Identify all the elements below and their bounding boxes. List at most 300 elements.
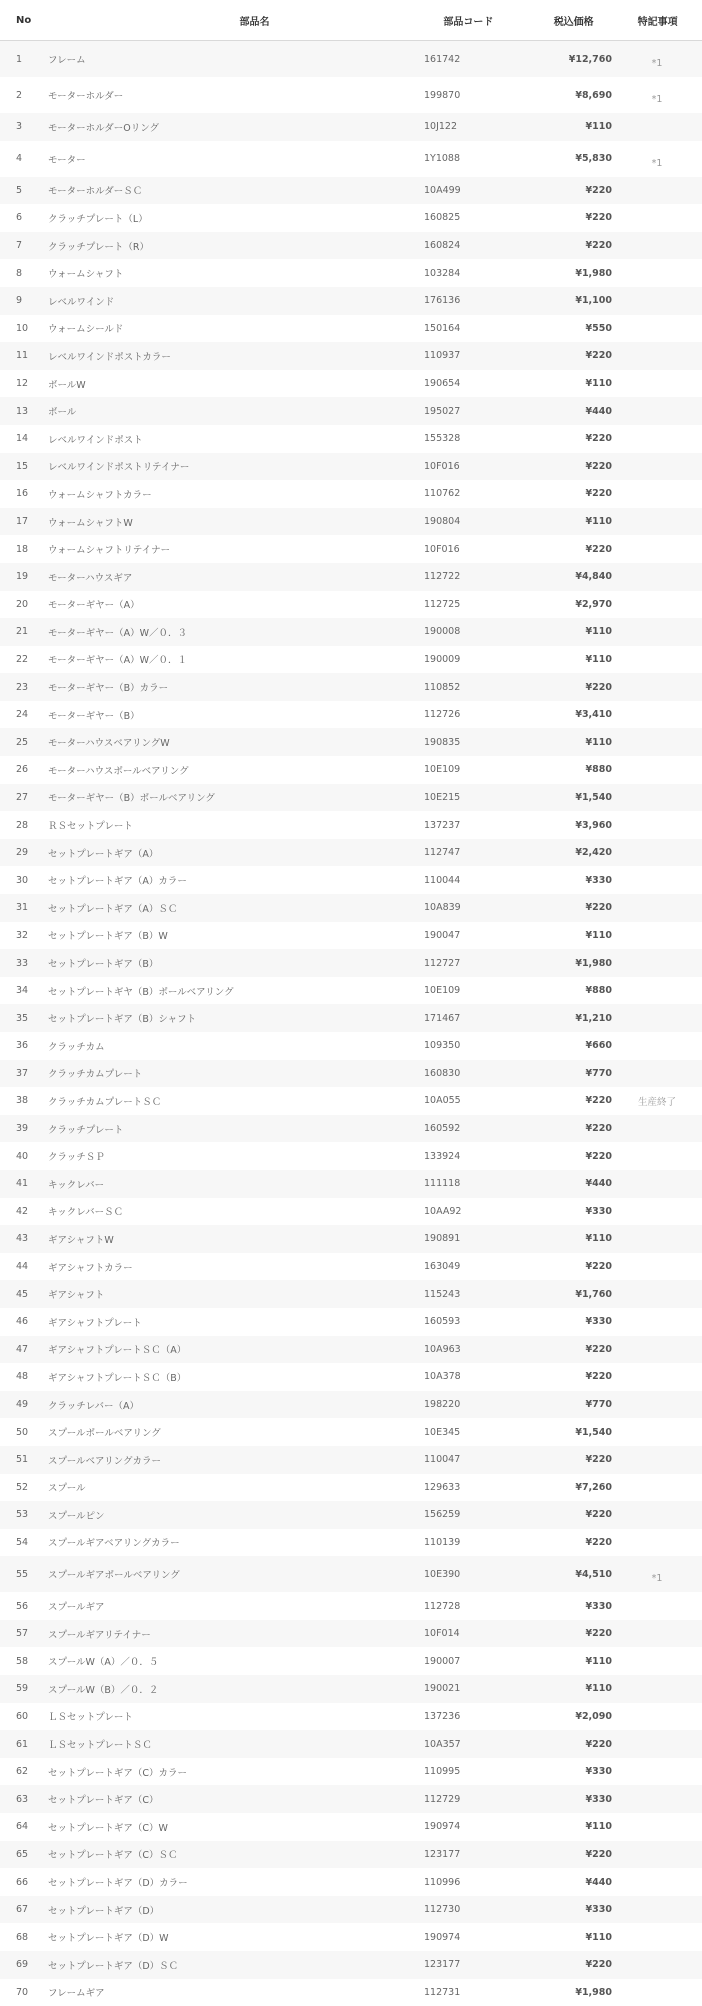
row-price: ¥4,510	[575, 1568, 612, 1580]
header-note: 特記事項	[637, 16, 678, 28]
row-price: ¥330	[585, 1793, 612, 1805]
row-part-name: クラッチプレート（L）	[48, 213, 148, 225]
row-no: 48	[16, 1371, 29, 1383]
row-part-name: モーターギヤー（B）カラー	[48, 683, 169, 695]
row-part-name: セットプレートギア（B）	[48, 959, 159, 971]
row-part-name: モーターホルダーＳＣ	[48, 186, 143, 198]
header-part-name: 部品名	[239, 16, 270, 28]
row-price: ¥1,210	[575, 1012, 612, 1024]
row-part-name: ウォームシャフトカラー	[48, 489, 152, 501]
row-part-name: スプールW（B）／０．２	[48, 1684, 159, 1696]
table-row	[0, 977, 702, 1005]
table-row	[0, 1647, 702, 1675]
row-no: 51	[16, 1454, 29, 1466]
table-row	[0, 204, 702, 232]
row-no: 31	[16, 902, 29, 914]
row-part-code: 171467	[424, 1012, 461, 1024]
row-no: 4	[16, 153, 23, 165]
table-row	[0, 756, 702, 784]
row-no: 25	[16, 736, 29, 748]
row-part-code: 199870	[424, 89, 461, 101]
row-price: ¥770	[585, 1399, 612, 1411]
table-row	[0, 259, 702, 287]
row-no: 45	[16, 1288, 29, 1300]
row-price: ¥1,980	[575, 267, 612, 279]
row-no: 12	[16, 378, 29, 390]
row-no: 9	[16, 295, 23, 307]
row-part-name: スプールギア	[48, 1602, 105, 1614]
row-no: 49	[16, 1399, 29, 1411]
table-row	[0, 784, 702, 812]
row-no: 28	[16, 819, 29, 831]
row-part-name: セットプレートギア（C）W	[48, 1822, 168, 1834]
row-part-name: ギアシャフトプレートＳＣ（A）	[48, 1345, 187, 1357]
row-part-name: セットプレートギア（D）	[48, 1905, 160, 1917]
row-part-name: モーターギヤー（B）ボールベアリング	[48, 793, 215, 805]
row-no: 1	[16, 53, 23, 65]
row-no: 20	[16, 598, 29, 610]
row-price: ¥2,420	[575, 847, 612, 859]
row-part-name: セットプレートギア（D）カラー	[48, 1878, 188, 1890]
row-part-name: ギアシャフトW	[48, 1234, 114, 1246]
row-part-code: 190835	[424, 736, 461, 748]
row-price: ¥550	[585, 322, 612, 334]
row-part-code: 10A357	[424, 1738, 461, 1750]
row-part-code: 115243	[424, 1288, 461, 1300]
table-row	[0, 618, 702, 646]
row-no: 57	[16, 1628, 29, 1640]
row-part-code: 190008	[424, 626, 461, 638]
row-no: 8	[16, 267, 23, 279]
row-part-name: スプールギアボールベアリング	[48, 1570, 180, 1582]
table-row	[0, 508, 702, 536]
row-price: ¥1,540	[575, 791, 612, 803]
row-part-code: 10J122	[424, 121, 458, 133]
table-row	[0, 866, 702, 894]
table-row	[0, 949, 702, 977]
table-row	[0, 1620, 702, 1648]
row-no: 70	[16, 1986, 29, 1998]
row-price: ¥220	[585, 1371, 612, 1383]
table-row	[0, 1979, 702, 2006]
table-row	[0, 1225, 702, 1253]
row-part-name: モーターホルダー	[48, 91, 124, 102]
table-row	[0, 673, 702, 701]
row-no: 27	[16, 791, 29, 803]
row-no: 43	[16, 1233, 29, 1245]
table-row	[0, 1087, 702, 1115]
row-price: ¥220	[585, 433, 612, 445]
row-part-code: 112731	[424, 1986, 461, 1998]
row-price: ¥220	[585, 240, 612, 252]
row-no: 56	[16, 1600, 29, 1612]
row-no: 32	[16, 929, 29, 941]
row-no: 17	[16, 516, 29, 528]
row-price: ¥1,980	[575, 1986, 612, 1998]
row-part-code: 112747	[424, 847, 461, 859]
table-row	[0, 287, 702, 315]
row-no: 40	[16, 1150, 29, 1162]
table-row	[0, 728, 702, 756]
row-part-name: モーターギヤー（B）	[48, 710, 140, 722]
row-part-code: 190047	[424, 929, 461, 941]
row-part-name: モーターギヤー（A）W／０．３	[48, 627, 188, 639]
row-part-code: 112725	[424, 598, 461, 610]
row-part-code: 10E109	[424, 985, 461, 997]
row-no: 3	[16, 121, 23, 133]
row-no: 69	[16, 1959, 29, 1971]
row-no: 54	[16, 1536, 29, 1548]
table-row	[0, 1363, 702, 1391]
table-row	[0, 1501, 702, 1529]
table-row	[0, 563, 702, 591]
row-part-code: 163049	[424, 1261, 461, 1273]
row-part-name: モーターハウスギア	[48, 572, 133, 584]
row-price: ¥440	[585, 1876, 612, 1888]
row-no: 66	[16, 1876, 29, 1888]
row-part-code: 190654	[424, 378, 461, 390]
row-no: 53	[16, 1509, 29, 1521]
row-part-code: 137237	[424, 819, 461, 831]
row-part-code: 176136	[424, 295, 461, 307]
row-no: 30	[16, 874, 29, 886]
row-price: ¥110	[585, 626, 612, 638]
table-row	[0, 1060, 702, 1088]
row-part-name: セットプレートギア（C）ＳＣ	[48, 1850, 178, 1862]
table-row	[0, 370, 702, 398]
row-part-code: 10A963	[424, 1343, 461, 1355]
row-price: ¥110	[585, 1821, 612, 1833]
row-price: ¥220	[585, 212, 612, 224]
row-price: ¥770	[585, 1067, 612, 1079]
row-part-name: ギアシャフトプレート	[48, 1317, 142, 1329]
row-no: 55	[16, 1568, 29, 1580]
row-part-code: 198220	[424, 1399, 461, 1411]
table-row	[0, 177, 702, 205]
row-no: 59	[16, 1683, 29, 1695]
table-row	[0, 480, 702, 508]
table-row	[0, 646, 702, 674]
row-part-name: フレームギア	[48, 1988, 105, 2000]
row-price: ¥330	[585, 1600, 612, 1612]
row-part-code: 10A499	[424, 184, 461, 196]
row-part-name: ギアシャフトプレートＳＣ（B）	[48, 1372, 187, 1384]
row-no: 68	[16, 1931, 29, 1943]
table-row	[0, 1703, 702, 1731]
row-price: ¥110	[585, 378, 612, 390]
row-part-code: 160825	[424, 212, 461, 224]
row-no: 15	[16, 460, 29, 472]
table-row	[0, 1923, 702, 1951]
row-price: ¥1,100	[575, 295, 612, 307]
row-no: 63	[16, 1793, 29, 1805]
row-price: ¥5,830	[575, 153, 612, 165]
row-part-code: 103284	[424, 267, 461, 279]
row-part-code: 110852	[424, 681, 461, 693]
row-price: ¥8,690	[575, 89, 612, 101]
row-no: 36	[16, 1040, 29, 1052]
row-part-code: 190974	[424, 1931, 461, 1943]
table-row	[0, 1730, 702, 1758]
row-part-code: 156259	[424, 1509, 461, 1521]
row-price: ¥110	[585, 653, 612, 665]
row-price: ¥1,760	[575, 1288, 612, 1300]
table-row	[0, 113, 702, 141]
row-price: ¥330	[585, 1904, 612, 1916]
row-part-code: 110937	[424, 350, 461, 362]
row-no: 13	[16, 405, 29, 417]
row-part-code: 112727	[424, 957, 461, 969]
row-part-name: ウォームシールド	[48, 324, 124, 336]
row-part-name: クラッチカムプレートＳＣ	[48, 1096, 162, 1108]
row-part-code: 112729	[424, 1793, 461, 1805]
row-price: ¥440	[585, 405, 612, 417]
table-row	[0, 1032, 702, 1060]
row-no: 47	[16, 1343, 29, 1355]
row-part-name: モーターギヤー（A）	[48, 600, 140, 612]
row-no: 46	[16, 1316, 29, 1328]
row-price: ¥220	[585, 1123, 612, 1135]
row-note: 生産終了	[637, 1096, 676, 1108]
table-row	[0, 701, 702, 729]
row-part-name: スプールW（A）／０．５	[48, 1657, 159, 1669]
row-part-name: レベルワインドポスト	[48, 434, 143, 446]
row-price: ¥12,760	[568, 53, 612, 65]
row-price: ¥220	[585, 543, 612, 555]
row-price: ¥3,410	[575, 709, 612, 721]
table-row	[0, 1556, 702, 1592]
row-part-code: 190974	[424, 1821, 461, 1833]
row-price: ¥220	[585, 350, 612, 362]
row-part-name: スプールピン	[48, 1510, 105, 1522]
row-no: 33	[16, 957, 29, 969]
row-part-code: 112728	[424, 1600, 461, 1612]
row-no: 2	[16, 89, 23, 101]
row-part-code: 190804	[424, 516, 461, 528]
row-no: 29	[16, 847, 29, 859]
row-part-name: セットプレートギア（C）	[48, 1795, 159, 1807]
table-row	[0, 1142, 702, 1170]
row-part-code: 110139	[424, 1536, 461, 1548]
row-no: 67	[16, 1904, 29, 1916]
row-part-name: キックレバー	[48, 1179, 105, 1191]
row-part-code: 150164	[424, 322, 461, 334]
row-part-code: 160824	[424, 240, 461, 252]
row-price: ¥220	[585, 1959, 612, 1971]
row-price: ¥2,090	[575, 1710, 612, 1722]
row-price: ¥2,970	[575, 598, 612, 610]
row-note: *1	[651, 58, 663, 69]
table-row	[0, 1758, 702, 1786]
row-no: 34	[16, 985, 29, 997]
row-part-name: モーター	[48, 154, 86, 166]
row-part-code: 10E345	[424, 1426, 461, 1438]
table-row	[0, 41, 702, 77]
row-price: ¥110	[585, 929, 612, 941]
table-row	[0, 1198, 702, 1226]
row-part-name: スプールボールベアリング	[48, 1428, 161, 1440]
row-price: ¥4,840	[575, 571, 612, 583]
row-part-code: 10F014	[424, 1628, 460, 1640]
header-no: No	[16, 14, 32, 26]
row-price: ¥220	[585, 488, 612, 500]
row-part-name: セットプレートギア（C）カラー	[48, 1767, 187, 1779]
row-part-name: スプールギアリテイナー	[48, 1629, 151, 1641]
row-note: *1	[651, 157, 663, 169]
row-note: *1	[651, 1573, 663, 1585]
row-part-code: 160592	[424, 1123, 461, 1135]
row-price: ¥220	[585, 1536, 612, 1548]
row-part-name: セットプレートギア（A）	[48, 848, 159, 860]
row-part-code: 161742	[424, 53, 461, 65]
row-no: 61	[16, 1738, 29, 1750]
row-no: 23	[16, 681, 29, 693]
row-part-code: 110047	[424, 1454, 461, 1466]
row-price: ¥110	[585, 1233, 612, 1245]
row-no: 39	[16, 1123, 29, 1135]
row-price: ¥880	[585, 764, 612, 776]
row-part-code: 110762	[424, 488, 461, 500]
row-part-name: クラッチレバー（A）	[48, 1400, 139, 1412]
table-row	[0, 1308, 702, 1336]
row-price: ¥7,260	[575, 1481, 612, 1493]
row-part-code: 10A839	[424, 902, 461, 914]
row-part-name: セットプレートギア（D）ＳＣ	[48, 1960, 179, 1972]
row-no: 21	[16, 626, 29, 638]
row-price: ¥660	[585, 1040, 612, 1052]
row-part-code: 1Y1088	[424, 153, 461, 165]
row-price: ¥220	[585, 1628, 612, 1640]
row-price: ¥110	[585, 736, 612, 748]
row-price: ¥220	[585, 681, 612, 693]
row-part-code: 129633	[424, 1481, 461, 1493]
row-part-name: クラッチＳＰ	[48, 1152, 105, 1164]
row-part-name: クラッチカムプレート	[48, 1069, 143, 1081]
row-price: ¥330	[585, 874, 612, 886]
row-no: 16	[16, 488, 29, 500]
table-row	[0, 894, 702, 922]
row-price: ¥220	[585, 1261, 612, 1273]
row-price: ¥220	[585, 1095, 612, 1107]
row-no: 52	[16, 1481, 29, 1493]
row-no: 35	[16, 1012, 29, 1024]
row-part-code: 190007	[424, 1655, 461, 1667]
row-part-name: セットプレートギア（B）シャフト	[48, 1014, 197, 1026]
row-part-code: 10A378	[424, 1371, 461, 1383]
header-price: 税込価格	[553, 16, 594, 28]
row-part-code: 109350	[424, 1040, 461, 1052]
table-row	[0, 1896, 702, 1924]
row-price: ¥220	[585, 1509, 612, 1521]
row-price: ¥220	[585, 1454, 612, 1466]
row-part-code: 112722	[424, 571, 461, 583]
table-row	[0, 1253, 702, 1281]
table-row	[0, 77, 702, 113]
row-part-code: 111118	[424, 1178, 461, 1190]
row-part-name: クラッチプレート	[48, 1124, 124, 1136]
row-price: ¥330	[585, 1205, 612, 1217]
table-row	[0, 1675, 702, 1703]
table-row	[0, 1418, 702, 1446]
row-no: 65	[16, 1848, 29, 1860]
row-no: 18	[16, 543, 29, 555]
row-part-code: 133924	[424, 1150, 461, 1162]
row-price: ¥110	[585, 516, 612, 528]
row-part-code: 190021	[424, 1683, 461, 1695]
table-row	[0, 1170, 702, 1198]
row-part-code: 112730	[424, 1904, 461, 1916]
row-no: 41	[16, 1178, 29, 1190]
table-row	[0, 232, 702, 260]
header-part-code: 部品コード	[443, 16, 494, 28]
table-row	[0, 1115, 702, 1143]
row-no: 14	[16, 433, 29, 445]
table-row	[0, 1868, 702, 1896]
row-no: 38	[16, 1095, 29, 1107]
row-part-code: 195027	[424, 405, 461, 417]
row-part-name: レベルワインドポストカラー	[48, 351, 171, 363]
table-row	[0, 1951, 702, 1979]
row-price: ¥1,540	[575, 1426, 612, 1438]
row-part-code: 10E215	[424, 791, 461, 803]
row-part-name: ボール	[48, 407, 77, 419]
row-price: ¥3,960	[575, 819, 612, 831]
table-row	[0, 1004, 702, 1032]
table-row	[0, 425, 702, 453]
row-part-code: 160593	[424, 1316, 461, 1328]
table-row	[0, 141, 702, 177]
row-part-name: レベルワインドポストリテイナー	[48, 462, 190, 474]
table-header	[0, 0, 702, 41]
row-no: 5	[16, 184, 23, 196]
row-no: 50	[16, 1426, 29, 1438]
row-price: ¥1,980	[575, 957, 612, 969]
row-part-name: モーターギヤー（A）W／０．１	[48, 655, 188, 667]
row-part-code: 123177	[424, 1848, 461, 1860]
row-note: *1	[651, 94, 663, 105]
row-part-code: 112726	[424, 709, 461, 721]
row-part-name: セットプレートギヤ（B）ボールベアリング	[48, 986, 234, 998]
row-part-name: スプールギアベアリングカラー	[48, 1538, 180, 1550]
row-price: ¥110	[585, 1683, 612, 1695]
row-price: ¥220	[585, 460, 612, 472]
row-part-name: ギアシャフト	[48, 1290, 105, 1302]
table-row	[0, 453, 702, 481]
row-part-code: 10F016	[424, 543, 460, 555]
table-row	[0, 811, 702, 839]
row-price: ¥110	[585, 1655, 612, 1667]
row-no: 10	[16, 322, 29, 334]
row-part-code: 110044	[424, 874, 461, 886]
row-part-name: ウォームシャフトW	[48, 517, 133, 529]
table-row	[0, 1529, 702, 1557]
row-price: ¥220	[585, 902, 612, 914]
row-price: ¥440	[585, 1178, 612, 1190]
row-no: 22	[16, 653, 29, 665]
row-no: 58	[16, 1655, 29, 1667]
table-row	[0, 535, 702, 563]
row-part-name: フレーム	[48, 55, 86, 66]
table-row	[0, 1474, 702, 1502]
table-row	[0, 839, 702, 867]
row-price: ¥330	[585, 1766, 612, 1778]
row-part-name: セットプレートギア（B）W	[48, 931, 168, 943]
row-price: ¥220	[585, 1343, 612, 1355]
row-part-code: 190009	[424, 653, 461, 665]
table-row	[0, 1841, 702, 1869]
row-part-code: 10F016	[424, 460, 460, 472]
row-no: 6	[16, 212, 23, 224]
